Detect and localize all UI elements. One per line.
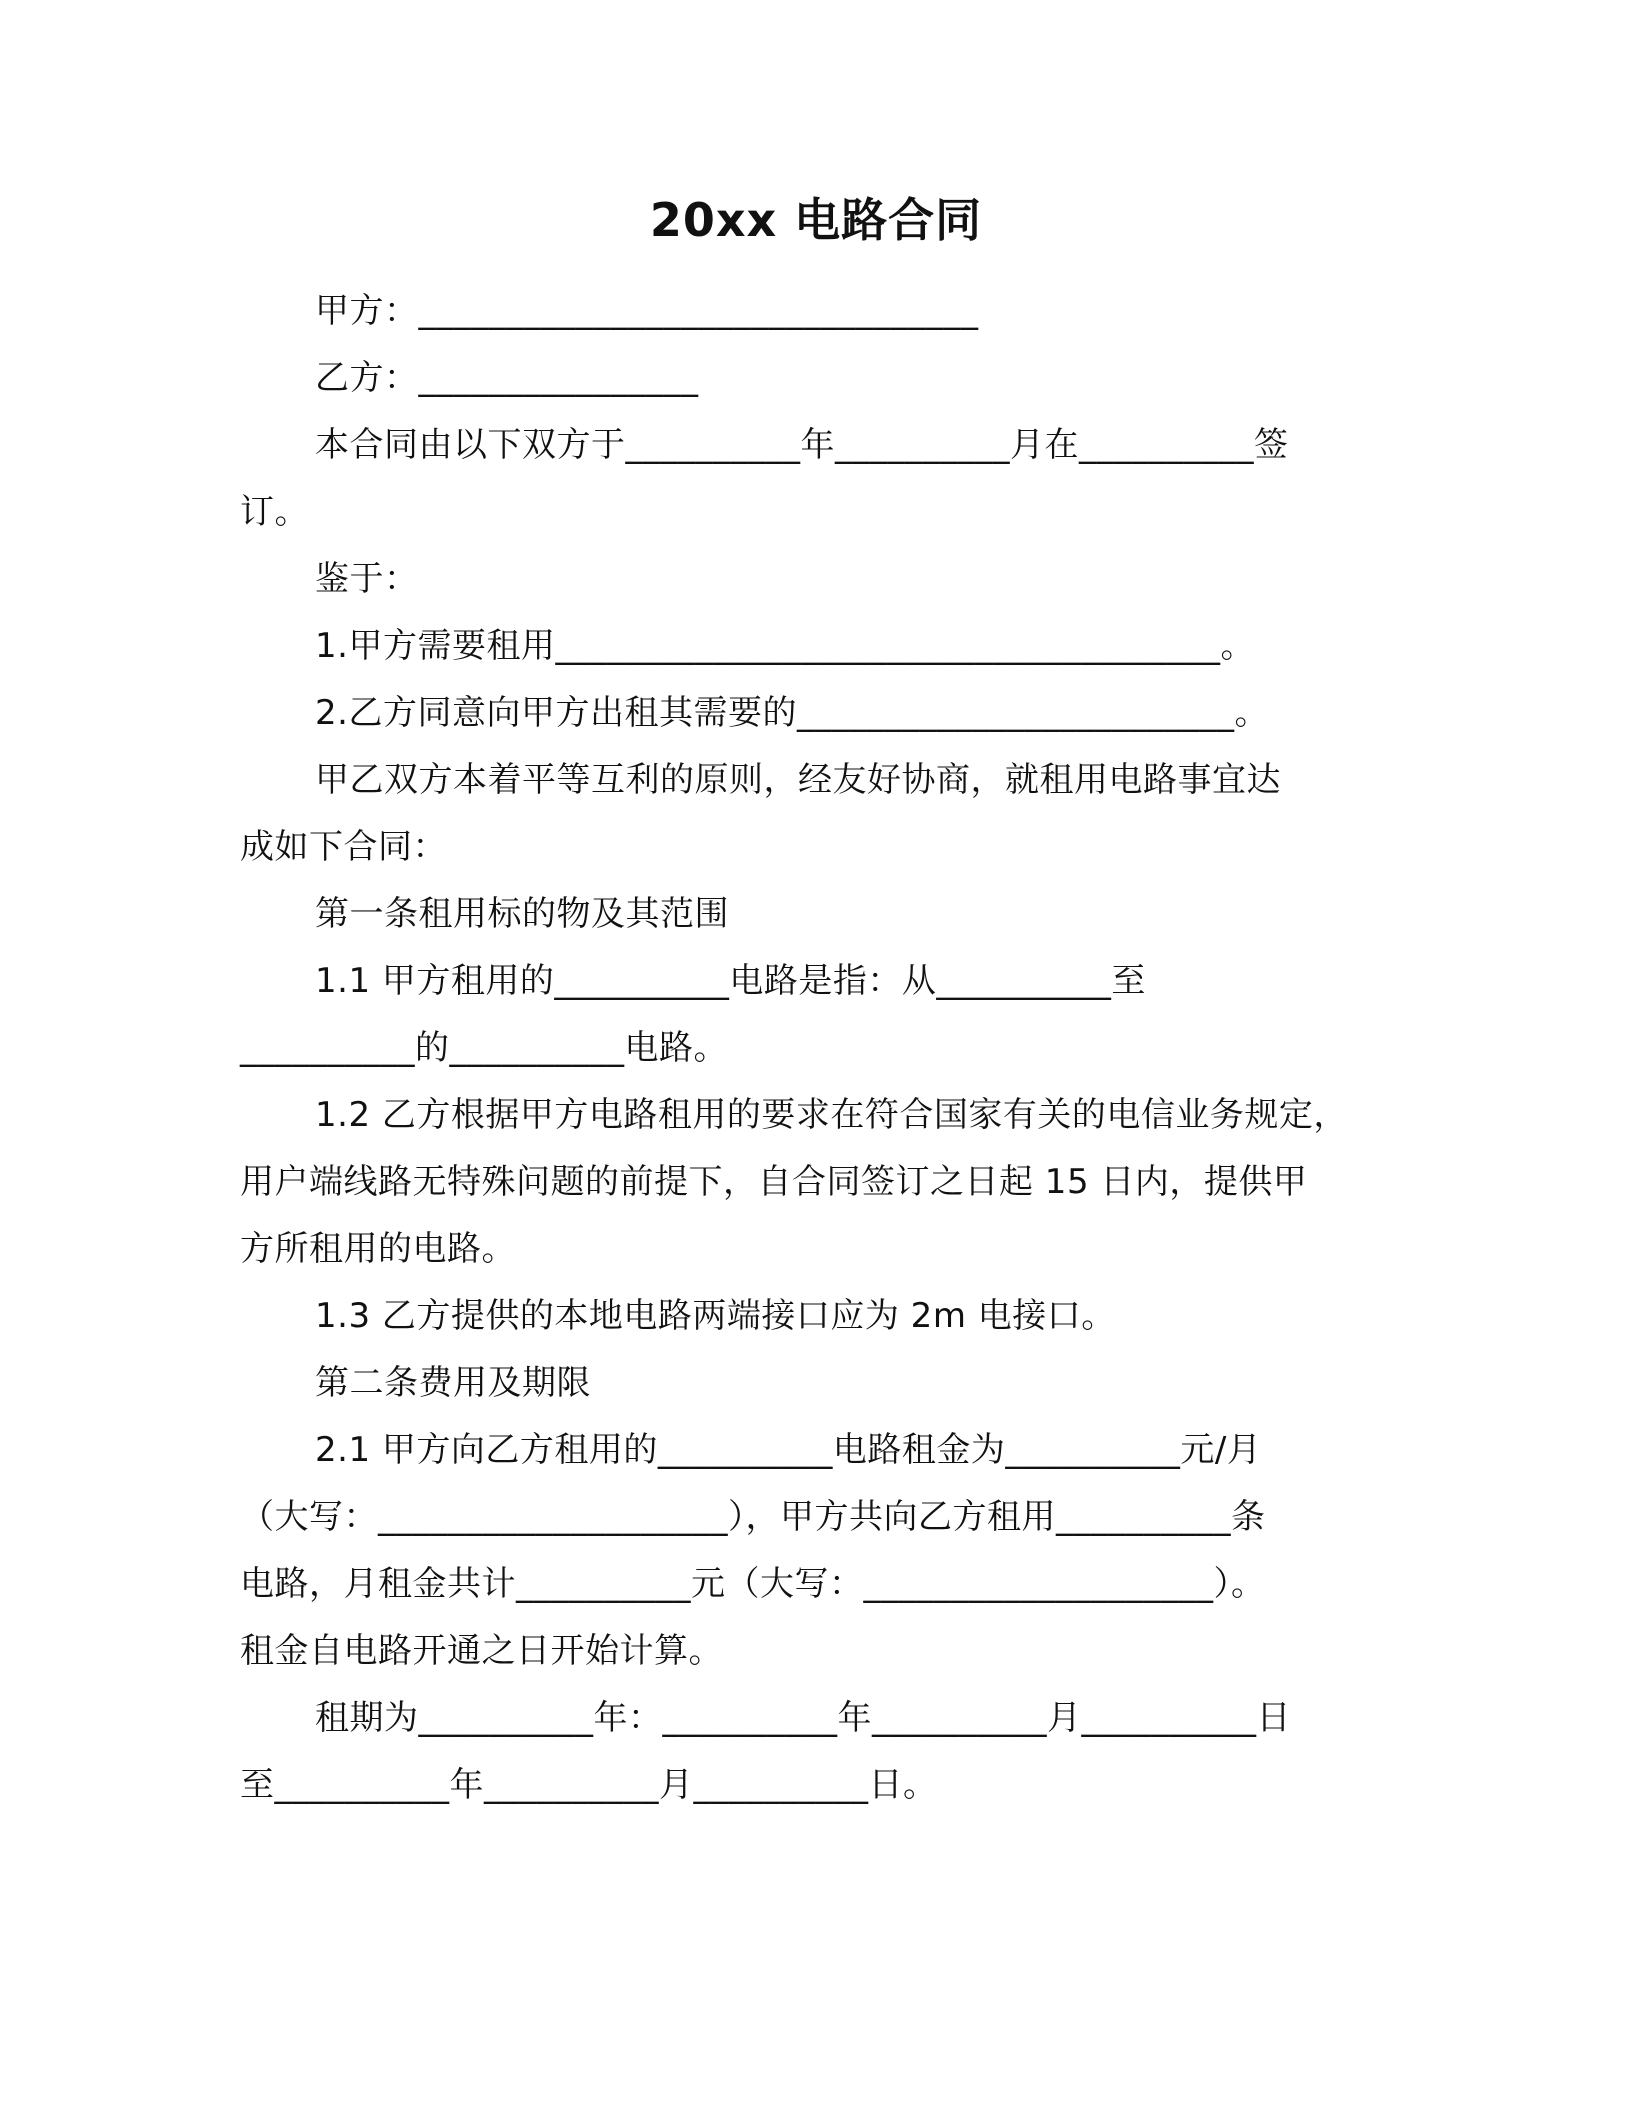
document-line: 订。 [240,492,309,532]
document-line: 第一条租用标的物及其范围 [315,894,729,934]
document-line: 租期为__________年：__________年__________月__________日 [315,1698,1291,1738]
document-line: （大写：____________________），甲方共向乙方租用__________条 [240,1497,1266,1537]
document-body [240,278,1410,1819]
document-line: 租金自电路开通之日开始计算。 [240,1631,723,1671]
document-line: 甲乙双方本着平等互利的原则，经友好协商，就租用电路事宜达 [315,760,1281,800]
document-line: 2.1 甲方向乙方租用的__________电路租金为__________元/月 [315,1430,1262,1470]
document-line: 1.2 乙方根据甲方电路租用的要求在符合国家有关的电信业务规定， [315,1095,1348,1135]
document-line: 电路，月租金共计__________元（大写：____________________）。 [240,1564,1266,1604]
document-line: 成如下合同： [240,827,447,867]
document-line: __________的__________电路。 [240,1028,728,1068]
document-line: 至__________年__________月__________日。 [240,1765,938,1805]
document-line: 1.1 甲方租用的__________电路是指：从__________至 [315,961,1146,1001]
document-line: 用户端线路无特殊问题的前提下，自合同签订之日起 15 日内，提供甲 [240,1162,1308,1202]
document-line: 本合同由以下双方于__________年__________月在__________签 [315,425,1289,465]
document-title: 20xx 电路合同 [649,193,983,247]
document-line: 乙方：________________ [315,358,699,398]
document-line: 鉴于： [315,559,419,599]
document-line: 甲方：________________________________ [315,291,979,331]
document-line: 第二条费用及期限 [315,1363,591,1403]
document-line: 1.3 乙方提供的本地电路两端接口应为 2m 电接口。 [315,1296,1116,1336]
document-line: 2.乙方同意向甲方出租其需要的_________________________。 [315,693,1269,733]
document-line: 1.甲方需要租用______________________________________。 [315,626,1255,666]
document-line: 方所租用的电路。 [240,1229,516,1269]
